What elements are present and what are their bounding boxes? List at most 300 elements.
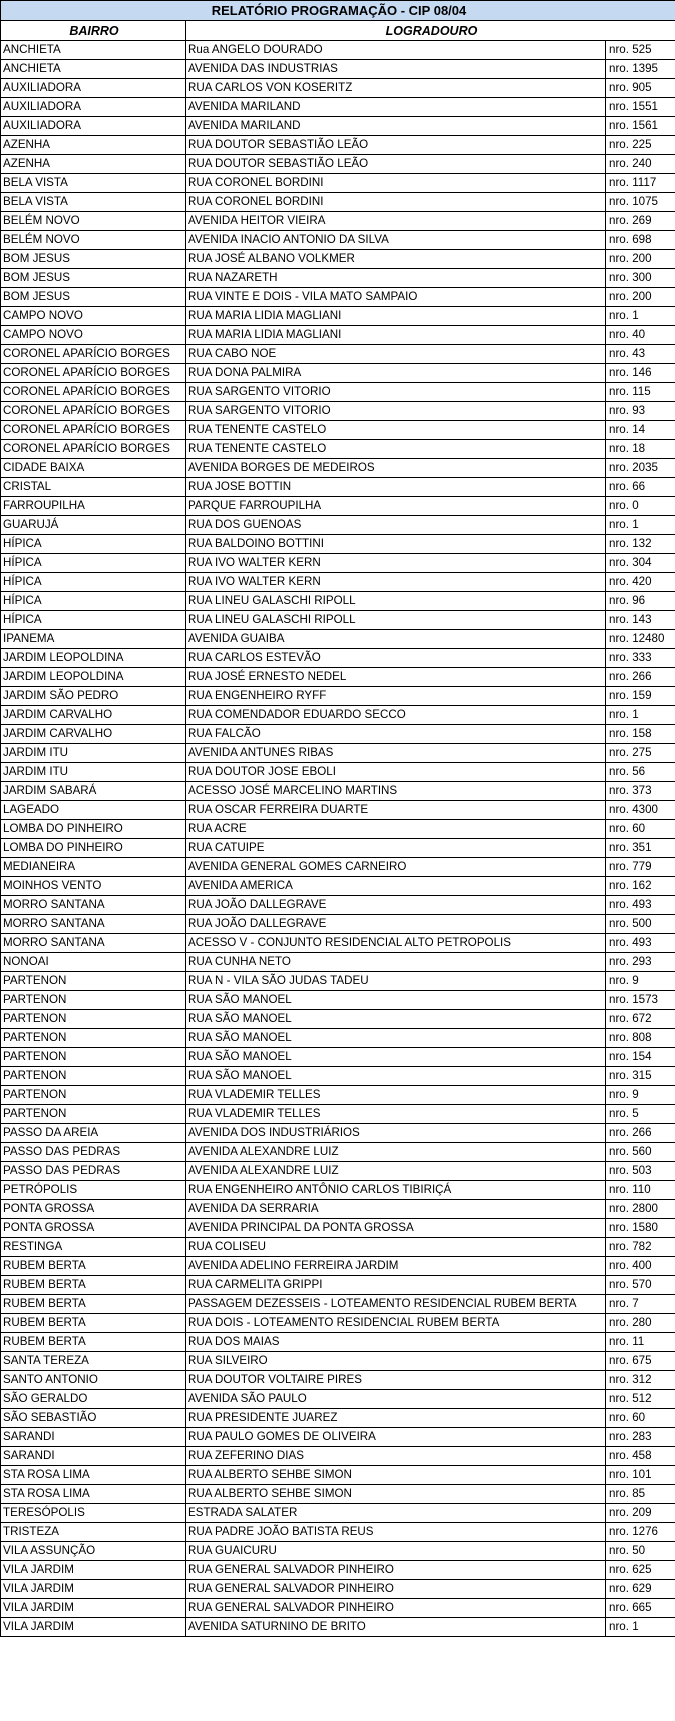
cell-logradouro: RUA VLADEMIR TELLES (186, 1086, 606, 1105)
table-row (1, 801, 675, 820)
cell-logradouro: ESTRADA SALATER (186, 1504, 606, 1523)
cell-bairro: ANCHIETA (1, 60, 186, 79)
cell-numero: nro. 905 (606, 79, 675, 98)
cell-logradouro: RUA LINEU GALASCHI RIPOLL (186, 611, 606, 630)
cell-numero: nro. 266 (606, 668, 675, 687)
cell-numero: nro. 280 (606, 1314, 675, 1333)
cell-numero: nro. 43 (606, 345, 675, 364)
cell-logradouro: RUA SILVEIRO (186, 1352, 606, 1371)
table-row (1, 782, 675, 801)
cell-logradouro: AVENIDA ALEXANDRE LUIZ (186, 1143, 606, 1162)
table-row (1, 611, 675, 630)
table-row (1, 1219, 675, 1238)
cell-bairro: RUBEM BERTA (1, 1257, 186, 1276)
table-row (1, 535, 675, 554)
cell-numero: nro. 200 (606, 250, 675, 269)
cell-numero: nro. 503 (606, 1162, 675, 1181)
cell-bairro: CORONEL APARÍCIO BORGES (1, 345, 186, 364)
table-row (1, 1561, 675, 1580)
table-row (1, 1542, 675, 1561)
cell-numero: nro. 93 (606, 402, 675, 421)
cell-numero: nro. 808 (606, 1029, 675, 1048)
cell-numero: nro. 200 (606, 288, 675, 307)
table-row (1, 858, 675, 877)
cell-numero: nro. 225 (606, 136, 675, 155)
cell-logradouro: RUA CARLOS VON KOSERITZ (186, 79, 606, 98)
cell-numero: nro. 7 (606, 1295, 675, 1314)
table-row (1, 136, 675, 155)
cell-logradouro: RUA GENERAL SALVADOR PINHEIRO (186, 1580, 606, 1599)
cell-numero: nro. 420 (606, 573, 675, 592)
cell-logradouro: RUA CARLOS ESTEVÃO (186, 649, 606, 668)
cell-numero: nro. 1 (606, 706, 675, 725)
table-row (1, 1143, 675, 1162)
cell-logradouro: RUA PAULO GOMES DE OLIVEIRA (186, 1428, 606, 1447)
header-row (1, 21, 675, 41)
cell-logradouro: RUA BALDOINO BOTTINI (186, 535, 606, 554)
cell-logradouro: RUA TENENTE CASTELO (186, 440, 606, 459)
table-row (1, 41, 675, 60)
table-row (1, 307, 675, 326)
table-row (1, 516, 675, 535)
table-row (1, 459, 675, 478)
cell-numero: nro. 158 (606, 725, 675, 744)
table-row (1, 972, 675, 991)
cell-bairro: PARTENON (1, 1048, 186, 1067)
cell-bairro: PASSO DAS PEDRAS (1, 1143, 186, 1162)
cell-numero: nro. 625 (606, 1561, 675, 1580)
cell-bairro: HÍPICA (1, 611, 186, 630)
cell-bairro: VILA ASSUNÇÃO (1, 1542, 186, 1561)
cell-bairro: CIDADE BAIXA (1, 459, 186, 478)
cell-logradouro: RUA JOÃO DALLEGRAVE (186, 915, 606, 934)
cell-logradouro: RUA ACRE (186, 820, 606, 839)
column-header-logradouro: LOGRADOURO (186, 21, 675, 41)
cell-numero: nro. 132 (606, 535, 675, 554)
table-row (1, 1504, 675, 1523)
cell-numero: nro. 4300 (606, 801, 675, 820)
cell-logradouro: RUA LINEU GALASCHI RIPOLL (186, 592, 606, 611)
cell-bairro: CORONEL APARÍCIO BORGES (1, 364, 186, 383)
cell-logradouro: RUA GENERAL SALVADOR PINHEIRO (186, 1561, 606, 1580)
cell-logradouro: RUA DOUTOR JOSE EBOLI (186, 763, 606, 782)
cell-numero: nro. 11 (606, 1333, 675, 1352)
cell-bairro: HÍPICA (1, 554, 186, 573)
cell-bairro: IPANEMA (1, 630, 186, 649)
cell-logradouro: RUA SÃO MANOEL (186, 1010, 606, 1029)
cell-bairro: GUARUJÁ (1, 516, 186, 535)
cell-bairro: HÍPICA (1, 592, 186, 611)
table-row (1, 1295, 675, 1314)
cell-logradouro: RUA IVO WALTER KERN (186, 554, 606, 573)
cell-logradouro: AVENIDA DOS INDUSTRIÁRIOS (186, 1124, 606, 1143)
cell-logradouro: RUA ZEFERINO DIAS (186, 1447, 606, 1466)
cell-bairro: PONTA GROSSA (1, 1200, 186, 1219)
cell-bairro: RUBEM BERTA (1, 1295, 186, 1314)
cell-bairro: PARTENON (1, 1105, 186, 1124)
table-row (1, 1105, 675, 1124)
table-row (1, 383, 675, 402)
cell-bairro: CRISTAL (1, 478, 186, 497)
cell-bairro: STA ROSA LIMA (1, 1485, 186, 1504)
cell-bairro: BELA VISTA (1, 193, 186, 212)
table-row (1, 744, 675, 763)
cell-bairro: JARDIM SABARÁ (1, 782, 186, 801)
cell-numero: nro. 312 (606, 1371, 675, 1390)
cell-numero: nro. 162 (606, 877, 675, 896)
cell-bairro: BOM JESUS (1, 269, 186, 288)
cell-bairro: CAMPO NOVO (1, 326, 186, 345)
cell-bairro: PARTENON (1, 1086, 186, 1105)
cell-numero: nro. 2800 (606, 1200, 675, 1219)
cell-logradouro: RUA GUAICURU (186, 1542, 606, 1561)
cell-numero: nro. 373 (606, 782, 675, 801)
cell-logradouro: RUA ALBERTO SEHBE SIMON (186, 1485, 606, 1504)
table-row (1, 421, 675, 440)
table-row (1, 402, 675, 421)
cell-bairro: SÃO SEBASTIÃO (1, 1409, 186, 1428)
cell-numero: nro. 672 (606, 1010, 675, 1029)
cell-bairro: PETRÓPOLIS (1, 1181, 186, 1200)
table-row (1, 1428, 675, 1447)
title-row (1, 1, 675, 21)
cell-logradouro: AVENIDA GENERAL GOMES CARNEIRO (186, 858, 606, 877)
cell-numero: nro. 269 (606, 212, 675, 231)
cell-numero: nro. 159 (606, 687, 675, 706)
cell-logradouro: AVENIDA ANTUNES RIBAS (186, 744, 606, 763)
cell-numero: nro. 96 (606, 592, 675, 611)
table-row (1, 155, 675, 174)
cell-numero: nro. 1276 (606, 1523, 675, 1542)
cell-bairro: JARDIM CARVALHO (1, 706, 186, 725)
cell-logradouro: PARQUE FARROUPILHA (186, 497, 606, 516)
cell-logradouro: AVENIDA INACIO ANTONIO DA SILVA (186, 231, 606, 250)
column-header-bairro: BAIRRO (1, 21, 186, 41)
cell-numero: nro. 56 (606, 763, 675, 782)
table-row (1, 1067, 675, 1086)
cell-numero: nro. 154 (606, 1048, 675, 1067)
cell-logradouro: RUA SÃO MANOEL (186, 1067, 606, 1086)
cell-bairro: JARDIM LEOPOLDINA (1, 649, 186, 668)
cell-logradouro: AVENIDA ADELINO FERREIRA JARDIM (186, 1257, 606, 1276)
table-row (1, 1010, 675, 1029)
cell-bairro: AUXILIADORA (1, 98, 186, 117)
cell-bairro: NONOAI (1, 953, 186, 972)
cell-numero: nro. 143 (606, 611, 675, 630)
table-row (1, 231, 675, 250)
cell-bairro: FARROUPILHA (1, 497, 186, 516)
cell-numero: nro. 304 (606, 554, 675, 573)
cell-logradouro: RUA VINTE E DOIS - VILA MATO SAMPAIO (186, 288, 606, 307)
table-row (1, 1390, 675, 1409)
cell-logradouro: RUA FALCÃO (186, 725, 606, 744)
cell-bairro: PARTENON (1, 1067, 186, 1086)
table-row (1, 763, 675, 782)
cell-numero: nro. 1075 (606, 193, 675, 212)
cell-numero: nro. 629 (606, 1580, 675, 1599)
cell-bairro: MORRO SANTANA (1, 896, 186, 915)
cell-numero: nro. 40 (606, 326, 675, 345)
cell-logradouro: RUA DOIS - LOTEAMENTO RESIDENCIAL RUBEM BERTA (186, 1314, 606, 1333)
table-row (1, 1618, 675, 1637)
cell-numero: nro. 1 (606, 516, 675, 535)
table-row (1, 1580, 675, 1599)
table-row (1, 1466, 675, 1485)
table-row (1, 440, 675, 459)
table-row (1, 1276, 675, 1295)
cell-numero: nro. 209 (606, 1504, 675, 1523)
cell-bairro: RUBEM BERTA (1, 1314, 186, 1333)
cell-bairro: CORONEL APARÍCIO BORGES (1, 402, 186, 421)
cell-logradouro: AVENIDA DA SERRARIA (186, 1200, 606, 1219)
cell-logradouro: RUA CORONEL BORDINI (186, 193, 606, 212)
table-row (1, 554, 675, 573)
cell-numero: nro. 500 (606, 915, 675, 934)
cell-numero: nro. 458 (606, 1447, 675, 1466)
cell-bairro: LAGEADO (1, 801, 186, 820)
cell-bairro: AZENHA (1, 136, 186, 155)
cell-numero: nro. 240 (606, 155, 675, 174)
cell-bairro: JARDIM ITU (1, 763, 186, 782)
table-row (1, 117, 675, 136)
cell-bairro: MORRO SANTANA (1, 915, 186, 934)
cell-bairro: AZENHA (1, 155, 186, 174)
cell-logradouro: RUA DOS MAIAS (186, 1333, 606, 1352)
cell-logradouro: RUA VLADEMIR TELLES (186, 1105, 606, 1124)
cell-bairro: VILA JARDIM (1, 1618, 186, 1637)
cell-bairro: PARTENON (1, 972, 186, 991)
cell-bairro: JARDIM LEOPOLDINA (1, 668, 186, 687)
table-row (1, 820, 675, 839)
cell-numero: nro. 0 (606, 497, 675, 516)
cell-bairro: SANTA TEREZA (1, 1352, 186, 1371)
cell-logradouro: RUA ENGENHEIRO RYFF (186, 687, 606, 706)
cell-bairro: TRISTEZA (1, 1523, 186, 1542)
cell-numero: nro. 14 (606, 421, 675, 440)
cell-logradouro: RUA MARIA LIDIA MAGLIANI (186, 326, 606, 345)
table-row (1, 1333, 675, 1352)
cell-logradouro: PASSAGEM DEZESSEIS - LOTEAMENTO RESIDENCIAL RUBEM BERTA (186, 1295, 606, 1314)
table-row (1, 991, 675, 1010)
cell-logradouro: RUA CUNHA NETO (186, 953, 606, 972)
cell-bairro: RUBEM BERTA (1, 1333, 186, 1352)
cell-numero: nro. 698 (606, 231, 675, 250)
cell-bairro: PASSO DA AREIA (1, 1124, 186, 1143)
cell-bairro: ANCHIETA (1, 41, 186, 60)
cell-logradouro: RUA PRESIDENTE JUAREZ (186, 1409, 606, 1428)
cell-numero: nro. 50 (606, 1542, 675, 1561)
cell-bairro: JARDIM SÃO PEDRO (1, 687, 186, 706)
cell-numero: nro. 110 (606, 1181, 675, 1200)
cell-numero: nro. 333 (606, 649, 675, 668)
cell-logradouro: ACESSO V - CONJUNTO RESIDENCIAL ALTO PETROPOLIS (186, 934, 606, 953)
cell-numero: nro. 1580 (606, 1219, 675, 1238)
cell-logradouro: RUA MARIA LIDIA MAGLIANI (186, 307, 606, 326)
cell-bairro: SARANDI (1, 1428, 186, 1447)
table-row (1, 174, 675, 193)
table-row (1, 1447, 675, 1466)
cell-bairro: LOMBA DO PINHEIRO (1, 820, 186, 839)
cell-logradouro: RUA SARGENTO VITORIO (186, 383, 606, 402)
cell-numero: nro. 9 (606, 1086, 675, 1105)
cell-logradouro: RUA GENERAL SALVADOR PINHEIRO (186, 1599, 606, 1618)
table-row (1, 212, 675, 231)
table-row (1, 1409, 675, 1428)
cell-logradouro: RUA JOSE BOTTIN (186, 478, 606, 497)
cell-bairro: BELÉM NOVO (1, 212, 186, 231)
cell-logradouro: AVENIDA HEITOR VIEIRA (186, 212, 606, 231)
table-row (1, 326, 675, 345)
cell-logradouro: AVENIDA AMERICA (186, 877, 606, 896)
cell-logradouro: RUA DOS GUENOAS (186, 516, 606, 535)
cell-numero: nro. 60 (606, 1409, 675, 1428)
cell-logradouro: AVENIDA DAS INDUSTRIAS (186, 60, 606, 79)
cell-numero: nro. 146 (606, 364, 675, 383)
cell-bairro: HÍPICA (1, 535, 186, 554)
cell-numero: nro. 1551 (606, 98, 675, 117)
cell-bairro: PARTENON (1, 1010, 186, 1029)
table-row (1, 1029, 675, 1048)
cell-bairro: MORRO SANTANA (1, 934, 186, 953)
table-row (1, 953, 675, 972)
cell-logradouro: AVENIDA PRINCIPAL DA PONTA GROSSA (186, 1219, 606, 1238)
cell-numero: nro. 560 (606, 1143, 675, 1162)
cell-numero: nro. 300 (606, 269, 675, 288)
cell-numero: nro. 1561 (606, 117, 675, 136)
cell-bairro: BELA VISTA (1, 174, 186, 193)
cell-bairro: AUXILIADORA (1, 79, 186, 98)
cell-bairro: CORONEL APARÍCIO BORGES (1, 440, 186, 459)
cell-numero: nro. 12480 (606, 630, 675, 649)
table-row (1, 839, 675, 858)
cell-numero: nro. 1 (606, 1618, 675, 1637)
table-row (1, 1124, 675, 1143)
table-row (1, 915, 675, 934)
cell-logradouro: AVENIDA BORGES DE MEDEIROS (186, 459, 606, 478)
cell-bairro: JARDIM ITU (1, 744, 186, 763)
cell-logradouro: RUA SÃO MANOEL (186, 1029, 606, 1048)
cell-numero: nro. 779 (606, 858, 675, 877)
cell-numero: nro. 512 (606, 1390, 675, 1409)
table-row (1, 60, 675, 79)
table-row (1, 250, 675, 269)
cell-bairro: LOMBA DO PINHEIRO (1, 839, 186, 858)
table-row (1, 98, 675, 117)
cell-numero: nro. 400 (606, 1257, 675, 1276)
table-row (1, 592, 675, 611)
cell-logradouro: RUA ALBERTO SEHBE SIMON (186, 1466, 606, 1485)
table-row (1, 1485, 675, 1504)
table-row (1, 1200, 675, 1219)
cell-bairro: SÃO GERALDO (1, 1390, 186, 1409)
cell-numero: nro. 60 (606, 820, 675, 839)
table-row (1, 1086, 675, 1105)
cell-logradouro: RUA DOUTOR SEBASTIÃO LEÃO (186, 136, 606, 155)
table-row (1, 79, 675, 98)
cell-bairro: PONTA GROSSA (1, 1219, 186, 1238)
cell-logradouro: AVENIDA MARILAND (186, 98, 606, 117)
cell-logradouro: AVENIDA SATURNINO DE BRITO (186, 1618, 606, 1637)
cell-numero: nro. 675 (606, 1352, 675, 1371)
cell-logradouro: RUA DONA PALMIRA (186, 364, 606, 383)
cell-logradouro: RUA SÃO MANOEL (186, 991, 606, 1010)
cell-logradouro: RUA PADRE JOÃO BATISTA REUS (186, 1523, 606, 1542)
table-body (1, 41, 675, 1637)
cell-bairro: VILA JARDIM (1, 1580, 186, 1599)
cell-numero: nro. 115 (606, 383, 675, 402)
table-row (1, 1371, 675, 1390)
table-row (1, 649, 675, 668)
table-row (1, 1257, 675, 1276)
cell-logradouro: Rua ANGELO DOURADO (186, 41, 606, 60)
table-row (1, 364, 675, 383)
cell-logradouro: RUA DOUTOR SEBASTIÃO LEÃO (186, 155, 606, 174)
cell-bairro: MEDIANEIRA (1, 858, 186, 877)
cell-bairro: VILA JARDIM (1, 1599, 186, 1618)
table-row (1, 269, 675, 288)
table-row (1, 877, 675, 896)
cell-bairro: HÍPICA (1, 573, 186, 592)
cell-bairro: BOM JESUS (1, 288, 186, 307)
table-row (1, 1162, 675, 1181)
cell-logradouro: RUA JOSÉ ALBANO VOLKMER (186, 250, 606, 269)
table-row (1, 193, 675, 212)
cell-logradouro: RUA OSCAR FERREIRA DUARTE (186, 801, 606, 820)
cell-logradouro: RUA NAZARETH (186, 269, 606, 288)
cell-numero: nro. 66 (606, 478, 675, 497)
cell-logradouro: AVENIDA ALEXANDRE LUIZ (186, 1162, 606, 1181)
table-row (1, 497, 675, 516)
table-row (1, 1181, 675, 1200)
cell-bairro: MOINHOS VENTO (1, 877, 186, 896)
table-row (1, 1523, 675, 1542)
cell-numero: nro. 293 (606, 953, 675, 972)
cell-logradouro: RUA SÃO MANOEL (186, 1048, 606, 1067)
table-row (1, 345, 675, 364)
table-row (1, 288, 675, 307)
cell-logradouro: RUA IVO WALTER KERN (186, 573, 606, 592)
cell-numero: nro. 101 (606, 1466, 675, 1485)
table-row (1, 630, 675, 649)
cell-logradouro: RUA TENENTE CASTELO (186, 421, 606, 440)
cell-bairro: CORONEL APARÍCIO BORGES (1, 421, 186, 440)
cell-numero: nro. 283 (606, 1428, 675, 1447)
cell-numero: nro. 266 (606, 1124, 675, 1143)
cell-logradouro: RUA JOÃO DALLEGRAVE (186, 896, 606, 915)
cell-numero: nro. 1395 (606, 60, 675, 79)
table-row (1, 668, 675, 687)
table-row (1, 706, 675, 725)
table-row (1, 1314, 675, 1333)
table-row (1, 725, 675, 744)
cell-logradouro: RUA COLISEU (186, 1238, 606, 1257)
cell-bairro: AUXILIADORA (1, 117, 186, 136)
cell-bairro: RESTINGA (1, 1238, 186, 1257)
cell-logradouro: RUA COMENDADOR EDUARDO SECCO (186, 706, 606, 725)
cell-bairro: PASSO DAS PEDRAS (1, 1162, 186, 1181)
cell-logradouro: RUA SARGENTO VITORIO (186, 402, 606, 421)
cell-numero: nro. 1117 (606, 174, 675, 193)
report-title: RELATÓRIO PROGRAMAÇÃO - CIP 08/04 (1, 1, 675, 21)
table-row (1, 1238, 675, 1257)
table-row (1, 687, 675, 706)
cell-numero: nro. 1 (606, 307, 675, 326)
table-row (1, 478, 675, 497)
cell-numero: nro. 525 (606, 41, 675, 60)
cell-bairro: TERESÓPOLIS (1, 1504, 186, 1523)
cell-numero: nro. 275 (606, 744, 675, 763)
cell-numero: nro. 1573 (606, 991, 675, 1010)
